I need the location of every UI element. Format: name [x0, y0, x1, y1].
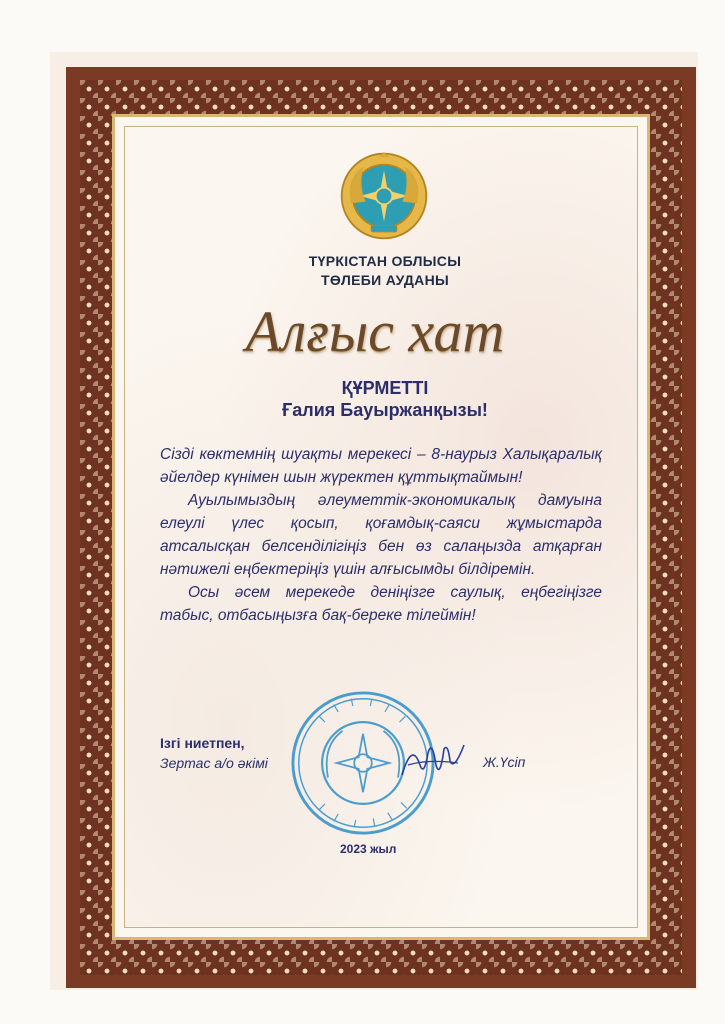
- body-paragraph-1: Сізді көктемнің шуақты мерекесі – 8-наурыз Халықаралық әйелдер күнімен шын жүректен құттықтаймын!: [160, 446, 602, 486]
- recipient-name: Ғалия Бауыржанқызы!: [282, 400, 488, 420]
- honorific: ҚҰРМЕТТІ: [341, 378, 429, 398]
- state-emblem-icon: [338, 150, 430, 242]
- signer-name: Ж.Үсіп: [483, 754, 526, 770]
- body-paragraph-2: Ауылымыздың әлеуметтік-экономикалық дамуына елеулі үлес қосып, қоғамдық-саяси жұмыстарда атсалысқан белсенділігіңіз бен өз салаңызда атқарған нәтижелі еңбектеріңіз үшін алғысымды білдіремін.: [160, 492, 602, 578]
- issue-year: 2023 жыл: [340, 842, 397, 856]
- body-paragraph-3: Осы әсем мерекеде деніңізге саулық, еңбегіңізге табыс, отбасыңызға бақ-береке тілеймін!: [160, 584, 602, 624]
- district-name: ТӨЛЕБИ АУДАНЫ: [321, 272, 449, 288]
- certificate-title: Алғыс хат: [245, 299, 505, 364]
- region-name: ТҮРКІСТАН ОБЛЫСЫ: [308, 253, 462, 269]
- letter-body: [160, 443, 602, 627]
- closing-phrase: Ізгі ниетпен,: [160, 735, 245, 751]
- signer-title: Зертас а/о әкімі: [160, 755, 268, 771]
- handwritten-signature: [398, 735, 468, 783]
